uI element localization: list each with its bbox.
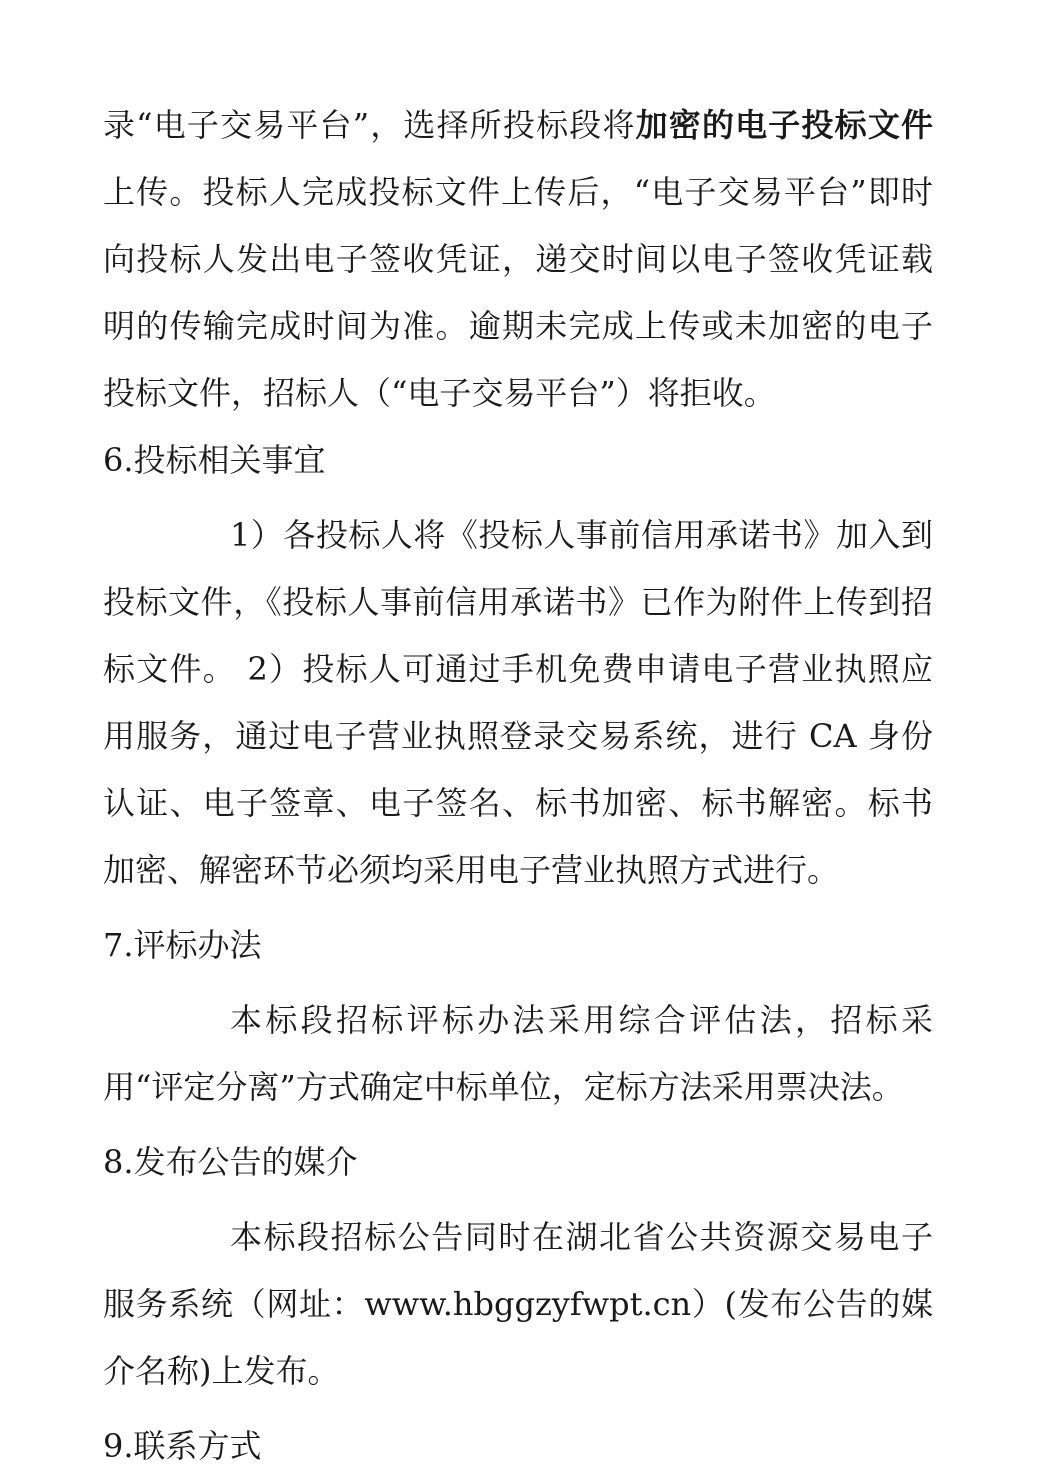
document-page	[103, 92, 933, 1480]
section-body-8: 本标段招标公告同时在湖北省公共资源交易电子服务系统（网址：www.hbggzyfwpt.cn）(发布公告的媒介名称)上发布。	[103, 1218, 933, 1390]
section-heading-6: 6.投标相关事宜	[103, 441, 326, 479]
paragraph-text: 录“电子交易平台”，选择所投标段将	[103, 106, 636, 144]
section-body-6: 1）各投标人将《投标人事前信用承诺书》加入到投标文件，《投标人事前信用承诺书》已作为附件上传到招标文件。 2）投标人可通过手机免费申请电子营业执照应用服务，通过电子营业执照登录交易系统，进行 CA 身份认证、电子签章、电子签名、标书加密、标书解密。标书加密、解密环节必须均采用电子营业执照方式进行。	[103, 516, 933, 889]
bold-emphasis: 加密的电子投标文件	[635, 106, 933, 144]
section-heading-8: 8.发布公告的媒介	[103, 1143, 358, 1181]
paragraph-upload-instructions	[103, 92, 933, 427]
paragraph-text: 上传。投标人完成投标文件上传后，“电子交易平台”即时向投标人发出电子签收凭证，递交时间以电子签收凭证载明的传输完成时间为准。逾期未完成上传或未加密的电子投标文件，招标人（“电子交易平台”）将拒收。	[103, 173, 933, 412]
section-heading-9: 9.联系方式	[103, 1427, 262, 1465]
section-body-7: 本标段招标评标办法采用综合评估法，招标采用“评定分离”方式确定中标单位，定标方法采用票决法。	[103, 1001, 933, 1106]
section-heading-7: 7.评标办法	[103, 926, 262, 964]
